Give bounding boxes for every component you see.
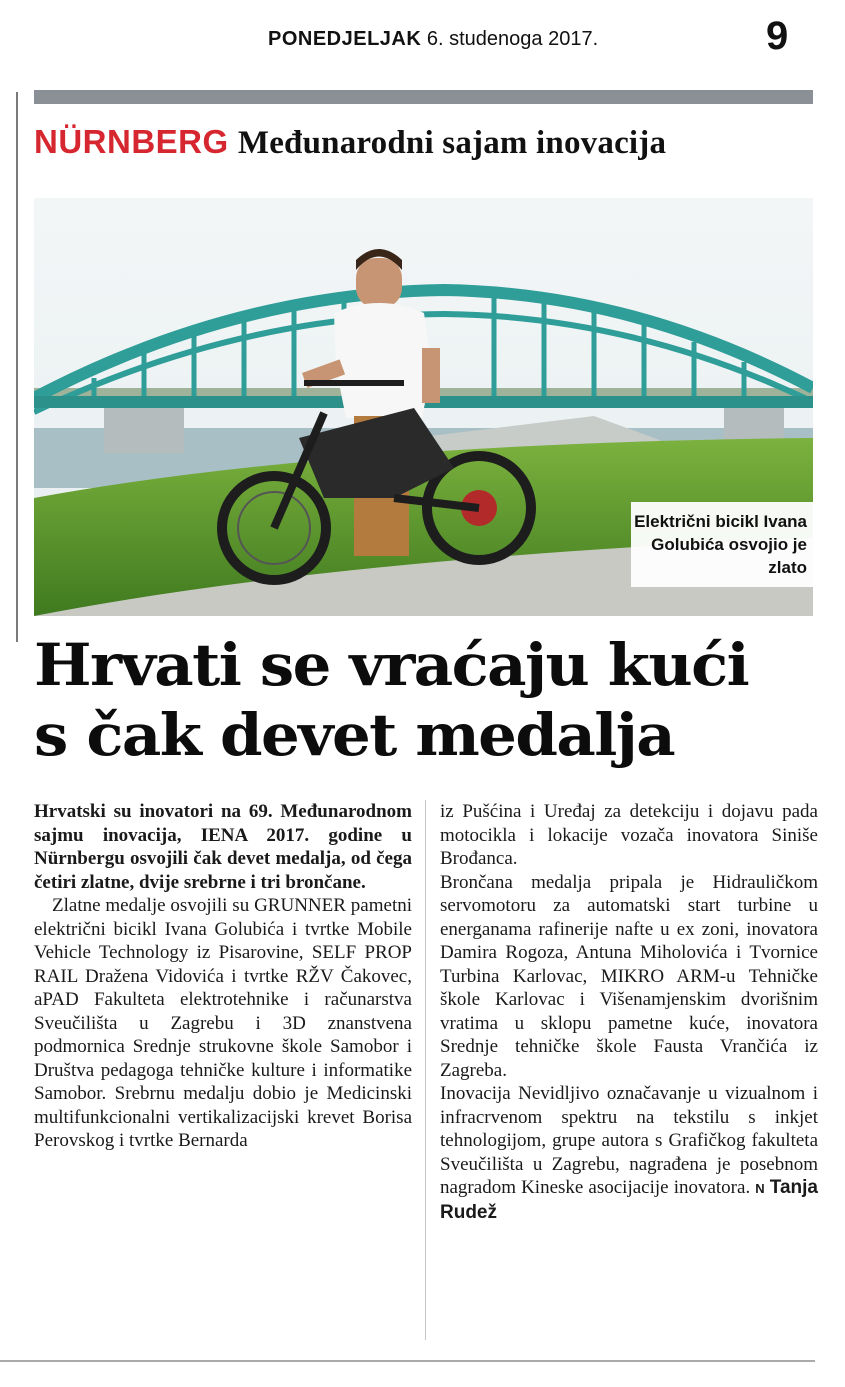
kicker-topic: Međunarodni sajam inovacija [237, 125, 667, 161]
issue-date-text: 6. studenoga 2017. [426, 28, 599, 50]
article-column-right [440, 800, 818, 1224]
issue-weekday: PONEDJELJAK [268, 28, 422, 50]
article-paragraph: Brončana medalja pripala je Hidrauličkom servomotoru za automatski start turbine u energanama rafinerije nafte u ex zoni, inovatora Damira Rogoza, Antuna Miholovića i Tvornice Turbina Karlovac, MIKRO ARM-u Tehničke škole Karlovac i Višenamjenskim dvorišnim vratima u sklopu pametne kuće, inovatora Srednje tehničke škole Fausta Vrančića iz Zagreba. [440, 871, 818, 1081]
article-column-left [34, 800, 412, 1153]
headline-line-2: s čak devet medalja [34, 701, 675, 769]
headline-line-1: Hrvati se vraćaju kući [34, 631, 749, 699]
article-photo [34, 198, 813, 616]
photo-caption: Električni bicikl Ivana Golubića osvojio je zlato [631, 502, 813, 587]
article-lead: Hrvatski su inovatori na 69. Međunarodnom sajmu inovacija, IENA 2017. godine u Nürnbergu osvojili čak devet medalja, od čega četiri zlatne, dvije srebrne i tri brončane. [34, 801, 412, 893]
author-mark-icon: N [755, 1181, 765, 1196]
headline [34, 630, 845, 770]
issue-date [268, 28, 598, 51]
section-bar [34, 90, 813, 104]
kicker [34, 122, 666, 163]
kicker-city: NÜRNBERG [34, 123, 229, 160]
bottom-rule [0, 1360, 815, 1362]
page-margin-rule [16, 92, 18, 642]
page-number: 9 [766, 14, 789, 58]
article-paragraph: Zlatne medalje osvojili su GRUNNER pametni električni bicikl Ivana Golubića i tvrtke Mobile Vehicle Technology iz Pisarovine, SELF PROP RAIL Dražena Vidovića i tvrtke RŽV Čakovec, aPAD Fakulteta elektrotehnike i računarstva Sveučilišta u Zagrebu i 3D znanstvena podmornica Srednje strukovne škole Samobor i Društva pedagoga tehničke kulture i informatike Samobor. Srebrnu medalju dobio je Medicinski multifunkcionalni vertikalizacijski krevet Borisa Perovskog i tvrtke Bernarda [34, 895, 412, 1151]
article-paragraph-final [440, 1082, 818, 1224]
column-divider [425, 800, 426, 1340]
article-paragraph-text: Inovacija Nevidljivo označavanje u vizualnom i infracrvenom spektru na tekstilu s inkjet tehnologijom, grupe autora s Grafičkog fakulteta Sveučilišta u Zagrebu, nagrađena je posebnom nagradom Kineske asocijacije inovatora. [440, 1083, 818, 1198]
article-paragraph-continued: iz Pušćina i Uređaj za detekciju i dojavu pada motocikla i lokacije vozača inovatora Siniše Brođanca. [440, 801, 818, 869]
author-byline: Tanja Rudež [440, 1177, 818, 1223]
